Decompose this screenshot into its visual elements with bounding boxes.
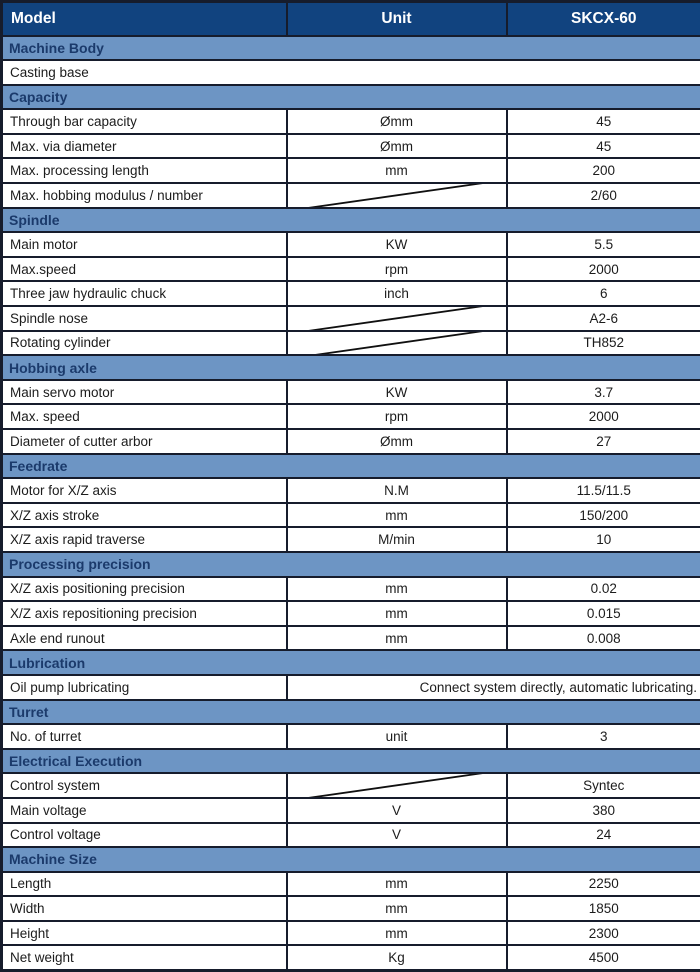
spec-unit: Ømm — [287, 109, 507, 134]
spec-unit: mm — [287, 601, 507, 626]
section-row-turret — [2, 700, 700, 725]
spec-label: X/Z axis rapid traverse — [2, 527, 287, 552]
spec-label: No. of turret — [2, 724, 287, 749]
section-row-spindle — [2, 208, 700, 233]
spec-label: Casting base — [2, 60, 700, 85]
spec-row-motor-for-x-z-axis — [2, 478, 700, 503]
spec-value: 11.5/11.5 — [507, 478, 700, 503]
spec-value: 150/200 — [507, 503, 700, 528]
spec-value: 6 — [507, 281, 700, 306]
spec-label: Main voltage — [2, 798, 287, 823]
section-row-electrical-execution — [2, 749, 700, 774]
spec-label: Length — [2, 872, 287, 897]
spec-row-length — [2, 872, 700, 897]
spec-label: Main motor — [2, 232, 287, 257]
spec-value: 45 — [507, 109, 700, 134]
spec-unit: KW — [287, 380, 507, 405]
spec-value: 2000 — [507, 257, 700, 282]
spec-row-control-voltage — [2, 823, 700, 848]
spec-unit: mm — [287, 921, 507, 946]
spec-label: Net weight — [2, 945, 287, 970]
spec-label: Spindle nose — [2, 306, 287, 331]
spec-unit: unit — [287, 724, 507, 749]
spec-unit: Kg — [287, 945, 507, 970]
spec-label: X/Z axis stroke — [2, 503, 287, 528]
section-row-hobbing-axle — [2, 355, 700, 380]
spec-row-oil-pump-lubricating — [2, 675, 700, 700]
spec-label: X/Z axis positioning precision — [2, 577, 287, 602]
section-title: Hobbing axle — [2, 355, 700, 380]
spec-value: TH852 — [507, 331, 700, 356]
spec-label: Main servo motor — [2, 380, 287, 405]
spec-label: Max. processing length — [2, 158, 287, 183]
spec-row-x-z-axis-stroke — [2, 503, 700, 528]
spec-value: Syntec — [507, 773, 700, 798]
spec-row-main-voltage — [2, 798, 700, 823]
spec-unit: mm — [287, 577, 507, 602]
spec-unit: mm — [287, 158, 507, 183]
unit-cell-not-applicable — [287, 306, 507, 331]
spec-unit: mm — [287, 896, 507, 921]
spec-row-max-speed — [2, 404, 700, 429]
spec-unit: Ømm — [287, 429, 507, 454]
diagonal-slash-icon — [288, 332, 506, 355]
spec-label: Rotating cylinder — [2, 331, 287, 356]
unit-cell-not-applicable — [287, 773, 507, 798]
spec-row-casting-base — [2, 60, 700, 85]
table-header-row — [2, 2, 700, 36]
spec-value: 45 — [507, 134, 700, 159]
section-title: Spindle — [2, 208, 700, 233]
diagonal-slash-icon — [288, 774, 506, 797]
section-title: Turret — [2, 700, 700, 725]
section-row-capacity — [2, 85, 700, 110]
table-body — [2, 36, 700, 971]
spec-unit: V — [287, 823, 507, 848]
spec-row-rotating-cylinder — [2, 331, 700, 356]
spec-unit: inch — [287, 281, 507, 306]
spec-unit: M/min — [287, 527, 507, 552]
section-title: Feedrate — [2, 454, 700, 479]
spec-unit: V — [287, 798, 507, 823]
spec-label: Max.speed — [2, 257, 287, 282]
spec-label: X/Z axis repositioning precision — [2, 601, 287, 626]
section-row-lubrication — [2, 650, 700, 675]
diagonal-slash-icon — [288, 184, 506, 207]
column-header-unit: Unit — [287, 2, 507, 36]
spec-value: 2250 — [507, 872, 700, 897]
spec-row-x-z-axis-rapid-traverse — [2, 527, 700, 552]
spec-row-max-processing-length — [2, 158, 700, 183]
spec-value: 10 — [507, 527, 700, 552]
section-title: Processing precision — [2, 552, 700, 577]
spec-value: 380 — [507, 798, 700, 823]
spec-unit: mm — [287, 503, 507, 528]
spec-row-spindle-nose — [2, 306, 700, 331]
spec-row-x-z-axis-repositioning-precision — [2, 601, 700, 626]
spec-value: 0.008 — [507, 626, 700, 651]
spec-value: 4500 — [507, 945, 700, 970]
section-title: Electrical Execution — [2, 749, 700, 774]
spec-row-height — [2, 921, 700, 946]
spec-label: Width — [2, 896, 287, 921]
spec-row-net-weight — [2, 945, 700, 970]
spec-value: 1850 — [507, 896, 700, 921]
spec-label: Max. hobbing modulus / number — [2, 183, 287, 208]
spec-row-control-system — [2, 773, 700, 798]
spec-value: 2/60 — [507, 183, 700, 208]
spec-row-max-hobbing-modulus-number — [2, 183, 700, 208]
spec-unit: Ømm — [287, 134, 507, 159]
section-title: Machine Body — [2, 36, 700, 61]
section-title: Lubrication — [2, 650, 700, 675]
spec-row-through-bar-capacity — [2, 109, 700, 134]
spec-unit: mm — [287, 872, 507, 897]
spec-value: 0.015 — [507, 601, 700, 626]
spec-row-three-jaw-hydraulic-chuck — [2, 281, 700, 306]
spec-label: Motor for X/Z axis — [2, 478, 287, 503]
spec-value: 2300 — [507, 921, 700, 946]
spec-value: 200 — [507, 158, 700, 183]
spec-unit: N.M — [287, 478, 507, 503]
spec-unit: rpm — [287, 404, 507, 429]
spec-row-width — [2, 896, 700, 921]
spec-label: Three jaw hydraulic chuck — [2, 281, 287, 306]
spec-value: 2000 — [507, 404, 700, 429]
spec-row-max-speed — [2, 257, 700, 282]
spec-label: Diameter of cutter arbor — [2, 429, 287, 454]
spec-label: Height — [2, 921, 287, 946]
spec-unit: KW — [287, 232, 507, 257]
spec-row-max-via-diameter — [2, 134, 700, 159]
column-header-skcx-60: SKCX-60 — [507, 2, 700, 36]
spec-row-diameter-of-cutter-arbor — [2, 429, 700, 454]
spec-row-x-z-axis-positioning-precision — [2, 577, 700, 602]
section-row-processing-precision — [2, 552, 700, 577]
spec-unit: rpm — [287, 257, 507, 282]
unit-cell-not-applicable — [287, 331, 507, 356]
spec-unit: mm — [287, 626, 507, 651]
spec-label: Max. via diameter — [2, 134, 287, 159]
section-title: Machine Size — [2, 847, 700, 872]
spec-value: 0.02 — [507, 577, 700, 602]
spec-row-axle-end-runout — [2, 626, 700, 651]
spec-label: Max. speed — [2, 404, 287, 429]
spec-row-main-motor — [2, 232, 700, 257]
spec-value-merged: Connect system directly, automatic lubricating. — [287, 675, 700, 700]
spec-label: Control voltage — [2, 823, 287, 848]
spec-value: 5.5 — [507, 232, 700, 257]
spec-row-main-servo-motor — [2, 380, 700, 405]
spec-label: Oil pump lubricating — [2, 675, 287, 700]
spec-label: Through bar capacity — [2, 109, 287, 134]
section-title: Capacity — [2, 85, 700, 110]
spec-label: Axle end runout — [2, 626, 287, 651]
spec-value: 3 — [507, 724, 700, 749]
spec-value: 27 — [507, 429, 700, 454]
diagonal-slash-icon — [288, 307, 506, 330]
unit-cell-not-applicable — [287, 183, 507, 208]
spec-value: 3.7 — [507, 380, 700, 405]
column-header-model: Model — [2, 2, 287, 36]
section-row-machine-size — [2, 847, 700, 872]
section-row-machine-body — [2, 36, 700, 61]
spec-row-no-of-turret — [2, 724, 700, 749]
spec-label: Control system — [2, 773, 287, 798]
spec-value: A2-6 — [507, 306, 700, 331]
spec-value: 24 — [507, 823, 700, 848]
section-row-feedrate — [2, 454, 700, 479]
